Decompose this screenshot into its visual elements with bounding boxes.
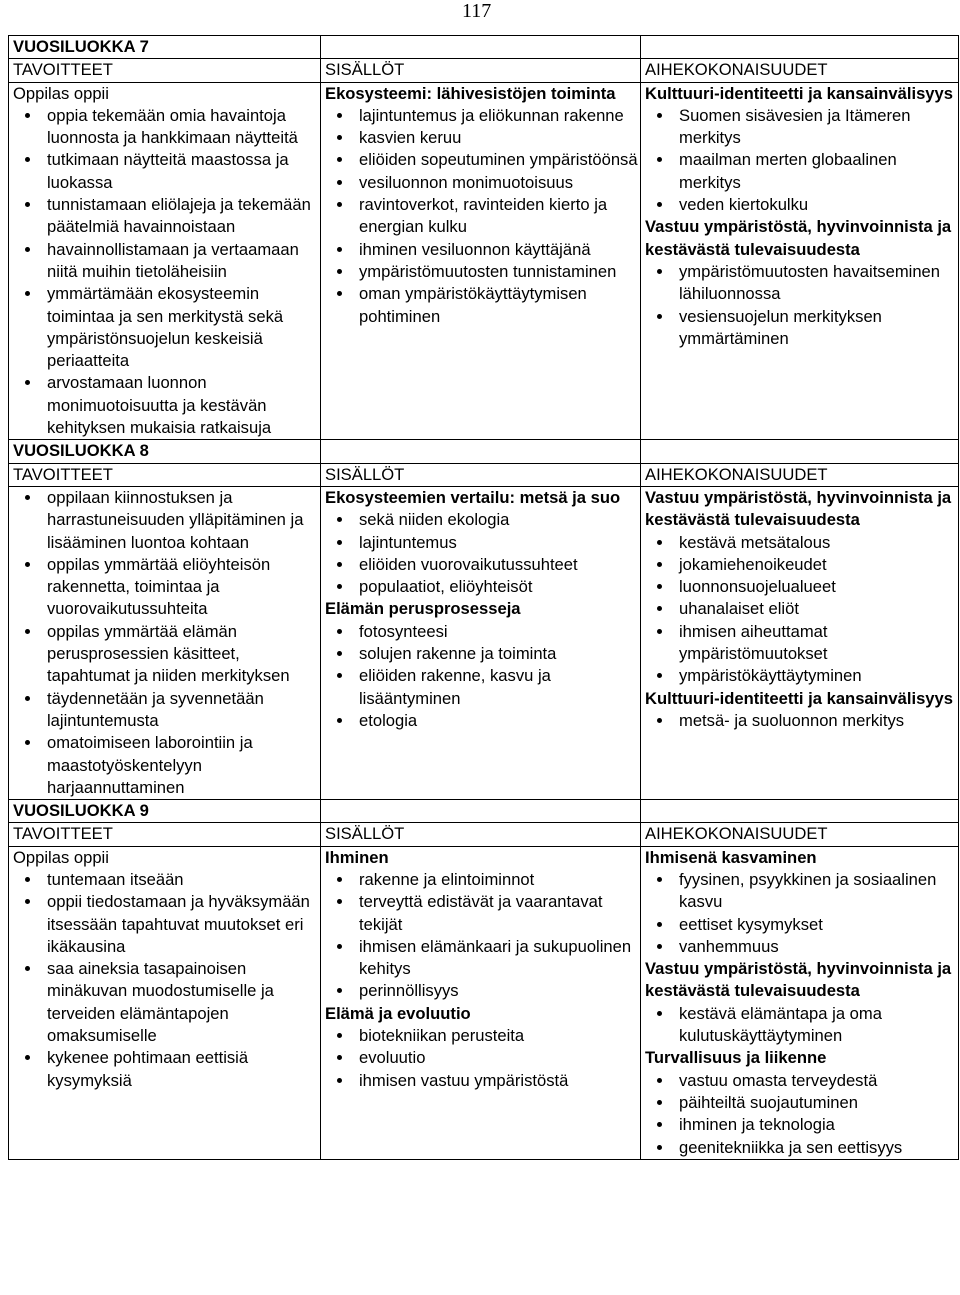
contents-list [325,105,638,328]
theme-heading: Kulttuuri-identiteetti ja kansainvälisyys [645,83,953,103]
list-item: oppilas ymmärtää elämän perusprosessien käsitteet, tapahtumat ja niiden merkityksen [13,621,318,688]
list-item: ihmisen aiheuttamat ympäristömuutokset [645,621,956,666]
header-themes: AIHEKOKONAISUUDET [641,463,959,486]
grade-8-body [9,486,959,799]
goals-intro: Oppilas oppii [13,847,109,867]
themes-list [645,1003,956,1048]
list-item: biotekniikan perusteita [325,1025,638,1047]
header-contents: SISÄLLÖT [321,463,641,486]
header-contents: SISÄLLÖT [321,823,641,846]
list-item: perinnöllisyys [325,980,638,1002]
themes-list [645,105,956,216]
goals-list [13,105,318,439]
grade-8-themes [641,486,959,799]
list-item: Suomen sisävesien ja Itämeren merkitys [645,105,956,150]
grade-9-goals [9,846,321,1159]
grade-9-title: VUOSILUOKKA 9 [9,800,321,823]
list-item: oppia tekemään omia havaintoja luonnosta ja hankkimaan näytteitä [13,105,318,150]
grade-9-themes [641,846,959,1159]
grade-7-title-row [9,36,959,59]
list-item: vastuu omasta terveydestä [645,1070,956,1092]
list-item: lajintuntemus ja eliökunnan rakenne [325,105,638,127]
list-item: kestävä elämäntapa ja oma kulutuskäyttäytyminen [645,1003,956,1048]
grade-9-title-row [9,800,959,823]
list-item: ihminen vesiluonnon käyttäjänä [325,239,638,261]
list-item: sekä niiden ekologia [325,509,638,531]
list-item: täydennetään ja syvennetään lajintuntemusta [13,688,318,733]
contents-list [325,1025,638,1092]
list-item: ympäristömuutosten havaitseminen lähiluonnossa [645,261,956,306]
list-item: saa aineksia tasapainoisen minäkuvan muodostumiselle ja terveiden elämäntapojen omaksumiselle [13,958,318,1047]
grade-7-contents [321,82,641,440]
contents-list [325,509,638,598]
list-item: vesiensuojelun merkityksen ymmärtäminen [645,306,956,351]
list-item: jokamiehenoikeudet [645,554,956,576]
list-item: ympäristömuutosten tunnistaminen [325,261,638,283]
list-item: eliöiden sopeutuminen ympäristöönsä [325,149,638,171]
list-item: oppilaan kiinnostuksen ja harrastuneisuuden ylläpitäminen ja lisääminen luontoa kohtaan [13,487,318,554]
list-item: kasvien keruu [325,127,638,149]
list-item: omatoimiseen laborointiin ja maastotyöskentelyyn harjaannuttaminen [13,732,318,799]
themes-list [645,532,956,688]
header-row-9 [9,823,959,846]
theme-heading: Vastuu ympäristöstä, hyvinvoinnista ja kestävästä tulevaisuudesta [645,959,952,1001]
list-item: oppii tiedostamaan ja hyväksymään itsessään tapahtuvat muutokset eri ikäkausina [13,891,318,958]
themes-list [645,261,956,350]
list-item: tutkimaan näytteitä maastossa ja luokassa [13,149,318,194]
theme-heading: Turvallisuus ja liikenne [645,1048,827,1068]
list-item: vanhemmuus [645,936,956,958]
grade-7-themes [641,82,959,440]
list-item: arvostamaan luonnon monimuotoisuutta ja kestävän kehityksen mukaisia ratkaisuja [13,372,318,439]
curriculum-table [8,35,959,1160]
grade-8-title-row [9,440,959,463]
list-item: ymmärtämään ekosysteemin toimintaa ja sen merkitystä sekä ympäristönsuojelun keskeisiä periaatteita [13,283,318,372]
list-item: ihmisen vastuu ympäristöstä [325,1070,638,1092]
theme-heading: Kulttuuri-identiteetti ja kansainvälisyys [645,688,953,708]
content-heading: Elämän perusprosesseja [325,599,521,619]
content-heading: Elämä ja evoluutio [325,1003,471,1023]
list-item: ravintoverkot, ravinteiden kierto ja energian kulku [325,194,638,239]
list-item: vesiluonnon monimuotoisuus [325,172,638,194]
page-number: 117 [462,0,492,22]
contents-list [325,621,638,732]
grade-8-contents [321,486,641,799]
list-item: oppilas ymmärtää eliöyhteisön rakennetta, toimintaa ja vuorovaikutussuhteita [13,554,318,621]
theme-heading: Vastuu ympäristöstä, hyvinvoinnista ja kestävästä tulevaisuudesta [645,217,952,259]
header-contents: SISÄLLÖT [321,59,641,82]
list-item: päihteiltä suojautuminen [645,1092,956,1114]
list-item: ihminen ja teknologia [645,1114,956,1136]
grade-8-goals [9,486,321,799]
list-item: eliöiden rakenne, kasvu ja lisääntyminen [325,665,638,710]
header-goals: TAVOITTEET [9,463,321,486]
list-item: fotosynteesi [325,621,638,643]
list-item: tuntemaan itseään [13,869,318,891]
list-item: uhanalaiset eliöt [645,598,956,620]
list-item: rakenne ja elintoiminnot [325,869,638,891]
grade-9-body [9,846,959,1159]
list-item: eliöiden vuorovaikutussuhteet [325,554,638,576]
list-item: kykenee pohtimaan eettisiä kysymyksiä [13,1047,318,1092]
goals-list [13,487,318,799]
grade-7-title: VUOSILUOKKA 7 [9,36,321,59]
header-themes: AIHEKOKONAISUUDET [641,823,959,846]
themes-list [645,869,956,958]
list-item: eettiset kysymykset [645,914,956,936]
grade-9-contents [321,846,641,1159]
content-heading: Ekosysteemi: lähivesistöjen toiminta [325,83,616,103]
list-item: veden kiertokulku [645,194,956,216]
content-heading: Ihminen [325,847,389,867]
list-item: ympäristökäyttäytyminen [645,665,956,687]
list-item: metsä- ja suoluonnon merkitys [645,710,956,732]
list-item: luonnonsuojelualueet [645,576,956,598]
grade-7-goals [9,82,321,440]
themes-list [645,710,956,732]
theme-heading: Vastuu ympäristöstä, hyvinvoinnista ja kestävästä tulevaisuudesta [645,487,952,530]
theme-heading: Ihmisenä kasvaminen [645,847,817,867]
header-goals: TAVOITTEET [9,59,321,82]
list-item: solujen rakenne ja toiminta [325,643,638,665]
list-item: evoluutio [325,1047,638,1069]
list-item: lajintuntemus [325,532,638,554]
list-item: terveyttä edistävät ja vaarantavat tekijät [325,891,638,936]
header-goals: TAVOITTEET [9,823,321,846]
goals-list [13,869,318,1092]
header-themes: AIHEKOKONAISUUDET [641,59,959,82]
header-row-7 [9,59,959,82]
goals-intro: Oppilas oppii [13,83,109,103]
list-item: oman ympäristökäyttäytymisen pohtiminen [325,283,638,328]
grade-7-body [9,82,959,440]
grade-8-title: VUOSILUOKKA 8 [9,440,321,463]
list-item: etologia [325,710,638,732]
list-item: tunnistamaan eliölajeja ja tekemään päätelmiä havainnoistaan [13,194,318,239]
content-heading: Ekosysteemien vertailu: metsä ja suo [325,487,621,507]
list-item: maailman merten globaalinen merkitys [645,149,956,194]
themes-list [645,1070,956,1159]
list-item: ihmisen elämänkaari ja sukupuolinen kehitys [325,936,638,981]
list-item: populaatiot, eliöyhteisöt [325,576,638,598]
header-row-8 [9,463,959,486]
contents-list [325,869,638,1003]
list-item: fyysinen, psyykkinen ja sosiaalinen kasvu [645,869,956,914]
list-item: geenitekniikka ja sen eettisyys [645,1137,956,1159]
list-item: havainnollistamaan ja vertaamaan niitä muihin tietoläheisiin [13,239,318,284]
list-item: kestävä metsätalous [645,532,956,554]
